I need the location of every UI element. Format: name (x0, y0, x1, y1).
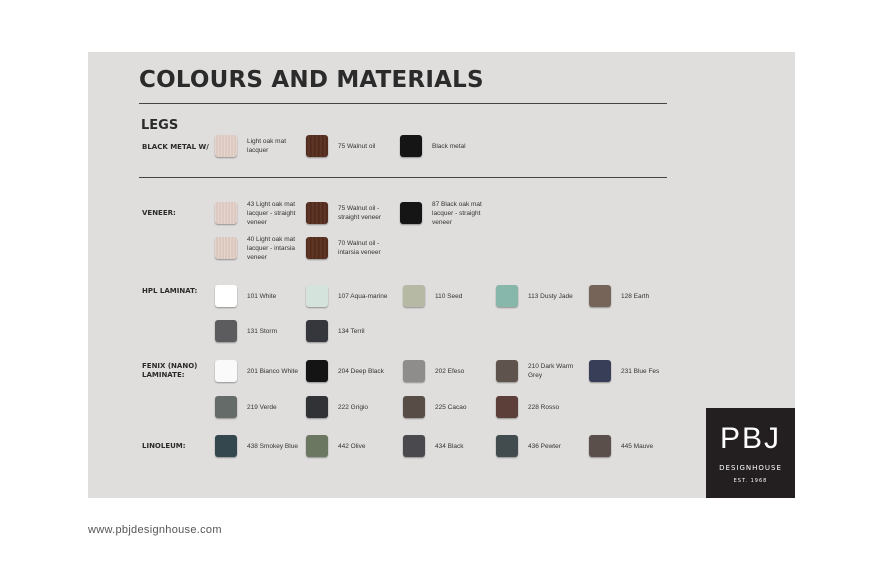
fenix-swatch-label: 225 Cacao (435, 404, 467, 411)
linoleum-color-chip (589, 435, 611, 457)
hpl-swatch-label: 128 Earth (621, 293, 650, 300)
fenix-color-chip (496, 360, 518, 382)
linoleum-swatch-label: 442 Olive (338, 443, 366, 450)
veneer-color-chip (400, 202, 422, 224)
fenix-swatch-label: 201 Bianco White (247, 368, 298, 375)
fenix-color-chip (306, 360, 328, 382)
linoleum-color-chip (496, 435, 518, 457)
hpl-color-chip (403, 285, 425, 307)
fenix-swatch-label: 222 Grigio (338, 404, 368, 411)
legs-swatch-label: 75 Walnut oil (338, 143, 376, 150)
fenix-color-chip (403, 396, 425, 418)
veneer-swatch-label: 75 Walnut oil - straight veneer (338, 205, 381, 221)
veneer-color-chip (215, 237, 237, 259)
hpl-color-chip (306, 320, 328, 342)
legs-swatch-label: Black metal (432, 143, 466, 150)
fenix-swatch-label: 219 Verde (247, 404, 277, 411)
linoleum-swatch-label: 434 Black (435, 443, 464, 450)
content-panel (88, 52, 795, 498)
logo-main-text: PBJ (719, 422, 782, 455)
hpl-color-chip (215, 285, 237, 307)
linoleum-color-chip (215, 435, 237, 457)
logo-sub-text: DESIGNHOUSE (719, 464, 782, 472)
veneer-label: VENEER: (142, 209, 176, 217)
fenix-swatch-label: 204 Deep Black (338, 368, 384, 375)
veneer-color-chip (306, 202, 328, 224)
veneer-color-chip (306, 237, 328, 259)
hpl-swatch-label: 134 Terril (338, 328, 365, 335)
linoleum-color-chip (403, 435, 425, 457)
legs-label: BLACK METAL W/ (142, 143, 209, 151)
fenix-label-line2: LAMINATE: (142, 371, 185, 379)
fenix-color-chip (215, 360, 237, 382)
legs-color-chip (400, 135, 422, 157)
fenix-color-chip (306, 396, 328, 418)
fenix-color-chip (403, 360, 425, 382)
page-title: COLOURS AND MATERIALS (139, 67, 484, 93)
hpl-swatch-label: 101 White (247, 293, 277, 300)
fenix-color-chip (496, 396, 518, 418)
linoleum-swatch-label: 438 Smokey Blue (247, 443, 298, 450)
veneer-color-chip (215, 202, 237, 224)
legs-color-chip (215, 135, 237, 157)
veneer-swatch-label: 43 Light oak mat lacquer - straight veneer (247, 201, 296, 226)
title-divider (139, 103, 667, 104)
hpl-color-chip (496, 285, 518, 307)
hpl-swatch-label: 113 Dusty Jade (528, 293, 573, 300)
logo-est-text: EST. 1968 (733, 478, 768, 484)
fenix-swatch-label: 210 Dark Warm Grey (528, 363, 574, 379)
veneer-swatch-label: 87 Black oak mat lacquer - straight veneer (432, 201, 482, 226)
legs-divider (139, 177, 667, 178)
footer-url[interactable]: www.pbjdesignhouse.com (88, 524, 222, 536)
fenix-swatch-label: 228 Rosso (528, 404, 560, 411)
hpl-color-chip (306, 285, 328, 307)
veneer-swatch-label: 70 Walnut oil - intarsia veneer (338, 240, 381, 256)
veneer-swatch-label: 40 Light oak mat lacquer - intarsia veneer (247, 236, 296, 261)
legs-heading: LEGS (141, 118, 179, 133)
fenix-color-chip (215, 396, 237, 418)
linoleum-color-chip (306, 435, 328, 457)
hpl-swatch-label: 110 Seed (435, 293, 463, 300)
linoleum-swatch-label: 436 Pewter (528, 443, 561, 450)
hpl-label: HPL LAMINAT: (142, 287, 198, 295)
fenix-color-chip (589, 360, 611, 382)
fenix-swatch-label: 202 Efeso (435, 368, 465, 375)
hpl-swatch-label: 107 Aqua-marine (338, 293, 388, 300)
legs-color-chip (306, 135, 328, 157)
fenix-swatch-label: 231 Blue Fes (621, 368, 660, 375)
fenix-label-line1: FENIX (NANO) (142, 362, 198, 370)
hpl-color-chip (215, 320, 237, 342)
legs-swatch-label: Light oak mat lacquer (247, 138, 287, 154)
hpl-color-chip (589, 285, 611, 307)
hpl-swatch-label: 131 Storm (247, 328, 277, 335)
linoleum-swatch-label: 445 Mauve (621, 443, 654, 450)
pbj-logo (706, 408, 795, 498)
linoleum-label: LINOLEUM: (142, 442, 186, 450)
